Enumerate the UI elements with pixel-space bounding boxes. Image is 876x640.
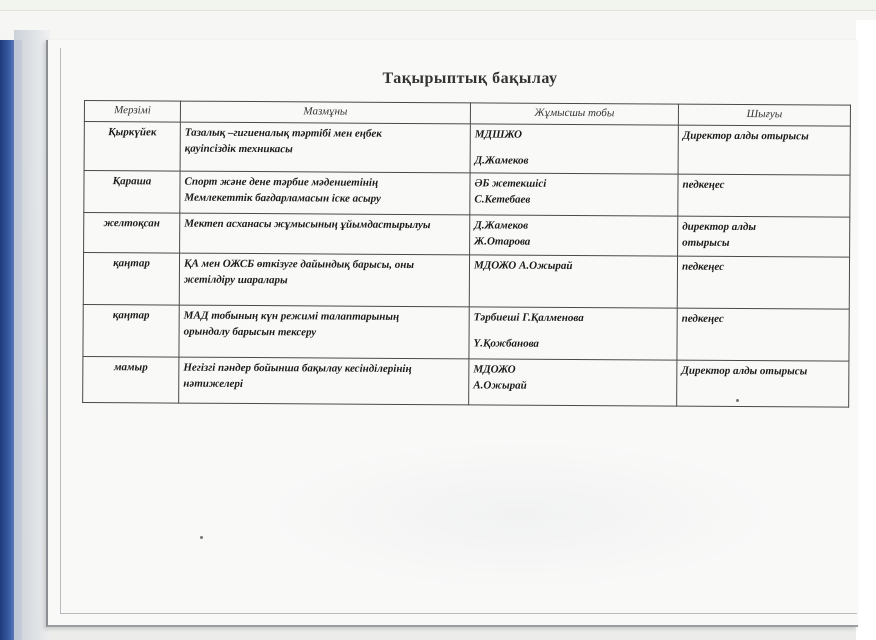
cell-group-line: С.Кетебаев xyxy=(474,193,531,206)
plastic-glare xyxy=(260,440,780,590)
column-header-group: Жұмысшы тобы xyxy=(470,103,678,125)
cell-content-line: жетілдіру шаралары xyxy=(183,273,288,287)
cell-content-line: Негізгі пәндер бойынша бақылау кесінділерінің xyxy=(183,361,412,375)
cell-group-line: Тәрбиеші Г.Қалменова xyxy=(473,311,584,324)
column-header-term: Мерзімі xyxy=(84,101,180,123)
cell-content-line: ҚА мен ОЖСБ өткізуге дайындық барысы, оны xyxy=(183,257,415,271)
cell-group-line: ӘБ жетекшісі xyxy=(474,177,547,190)
cell-content xyxy=(179,357,469,405)
cell-term: қаңтар xyxy=(83,252,179,305)
cell-output-line: директор алды xyxy=(682,220,757,233)
cell-term: желтоқсан xyxy=(84,212,180,253)
column-header-content: Мазмұны xyxy=(180,101,470,124)
cell-group xyxy=(469,255,677,308)
table-row xyxy=(83,252,849,309)
cell-output-line: Директор алды отырысы xyxy=(681,364,808,378)
scanner-right-margin xyxy=(856,20,876,640)
cell-term: мамыр xyxy=(83,356,179,403)
cell-content xyxy=(180,122,470,173)
cell-content xyxy=(179,305,469,359)
cell-group xyxy=(470,124,678,174)
cell-output xyxy=(677,308,849,361)
cell-content-line: Спорт және дене тәрбие мәдениетінің xyxy=(184,175,379,189)
cell-content-line: нәтижелері xyxy=(183,377,243,390)
cell-group xyxy=(470,215,678,256)
cell-term: қаңтар xyxy=(83,304,179,357)
cell-group-line: Д.Жамеков xyxy=(474,219,529,232)
cell-content-line: Тазалық –гигиеналық тәртібі мен еңбек xyxy=(184,126,382,140)
cell-output xyxy=(678,216,850,257)
plastic-sleeve-edge xyxy=(14,30,50,640)
cell-group-line: Ж.Отарова xyxy=(474,235,531,248)
cell-output-line: педкеңес xyxy=(681,312,724,325)
cell-group-line: МДШЖО xyxy=(474,128,522,141)
cell-group-line: Д.Жамеков xyxy=(474,154,529,167)
cell-content xyxy=(180,213,470,255)
cell-group xyxy=(470,173,678,216)
cell-output-line: педкеңес xyxy=(682,178,725,191)
scanner-top-strip xyxy=(0,0,876,11)
cell-group-line: Ү.Қожбанова xyxy=(473,337,539,350)
cell-output-line: отырысы xyxy=(682,236,730,249)
table-body xyxy=(83,122,851,408)
table-row xyxy=(84,122,850,176)
document-title: Тақырыптық бақылау xyxy=(382,70,558,87)
column-header-output: Шығуы xyxy=(678,104,850,126)
cell-output-line: Директор алды отырысы xyxy=(682,129,809,143)
cell-output xyxy=(678,174,850,217)
table-row xyxy=(83,304,849,361)
cell-group-line: МДОЖО xyxy=(473,363,516,376)
table-row xyxy=(83,356,849,407)
cell-group-line: МДОЖО А.Ожырай xyxy=(473,259,573,272)
cell-content-line: МАД тобының күн режимі талаптарының xyxy=(183,309,400,323)
cell-output xyxy=(677,256,849,309)
monitoring-plan-table xyxy=(82,100,851,408)
cell-output xyxy=(678,125,850,175)
cell-output xyxy=(677,360,849,407)
cell-content-line: Мектеп асханасы жұмысының ұйымдастырылуы xyxy=(184,217,431,231)
cell-term: Қыркүйек xyxy=(84,122,180,171)
cell-content xyxy=(180,171,470,215)
cell-group xyxy=(469,307,677,360)
table-row xyxy=(84,212,850,257)
table-row xyxy=(84,170,850,217)
cell-content-line: орындалу барысын тексеру xyxy=(183,325,317,339)
cell-content xyxy=(179,253,469,307)
cell-content-line: Мемлекеттік бағдарламасын іске асыру xyxy=(184,191,381,205)
speck xyxy=(200,536,203,539)
cell-term: Қараша xyxy=(84,170,180,213)
cell-group-line: А.Ожырай xyxy=(473,379,527,392)
cell-output-line: педкеңес xyxy=(681,260,725,273)
cell-group xyxy=(469,359,677,406)
cell-content-line: қауіпсіздік техникасы xyxy=(184,142,293,156)
